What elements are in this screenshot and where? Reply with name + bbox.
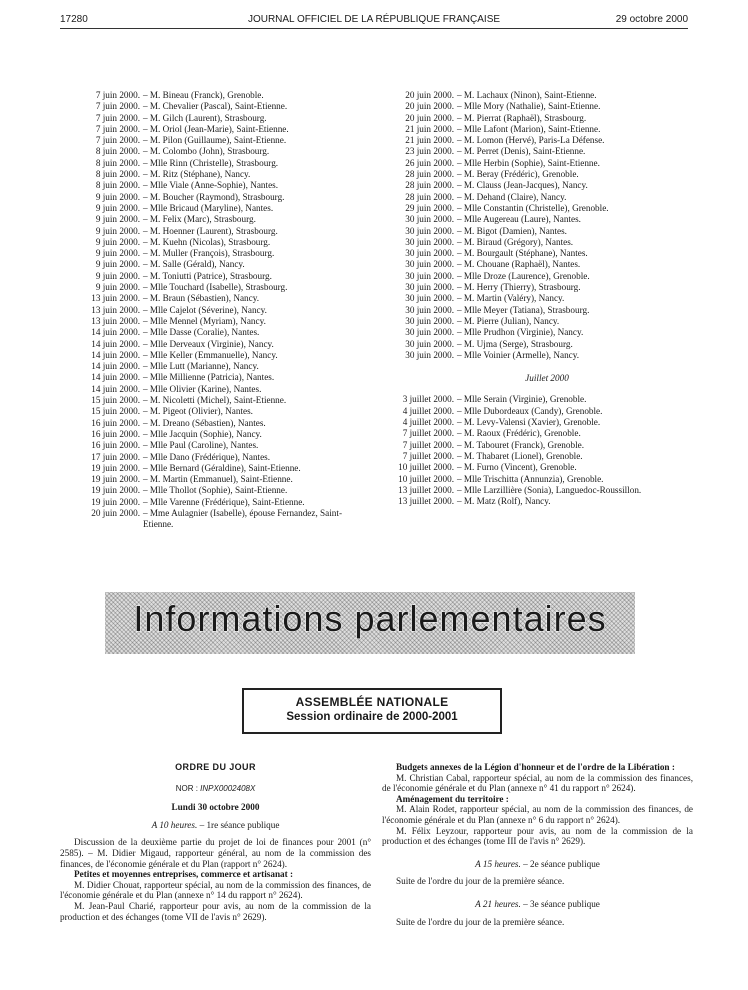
entry-date: 15 juin 2000. — [91, 406, 140, 417]
entry-name: – Mlle Bernard (Géraldine), Saint-Etienne. — [143, 462, 301, 473]
list-item — [60, 146, 370, 157]
entry-name: – M. Biraud (Grégory), Nantes. — [457, 236, 574, 247]
entry-date: 30 juin 2000. — [405, 304, 454, 315]
list-item — [60, 248, 370, 259]
list-item — [382, 440, 692, 451]
entry-name: – M. Martin (Emmanuel), Saint-Etienne. — [143, 474, 293, 485]
entry-date: 14 juin 2000. — [91, 349, 140, 360]
list-item — [60, 350, 370, 361]
entry-date: 28 juin 2000. — [405, 169, 454, 180]
sitting-3 — [382, 899, 693, 910]
entry-date: 9 juin 2000. — [95, 202, 140, 213]
entry-name: – Mlle Serain (Virginie), Grenoble. — [457, 394, 587, 405]
entry-date: 28 juin 2000. — [405, 191, 454, 202]
entry-date: 20 juin 2000. — [405, 101, 454, 112]
list-item — [382, 271, 692, 282]
entry-name: – M. Boucher (Raymond), Strasbourg. — [143, 191, 285, 202]
list-item — [382, 474, 692, 485]
entry-date: 17 juin 2000. — [91, 451, 140, 462]
entry-date: 19 juin 2000. — [91, 485, 140, 496]
sitting-2-label: – 2e séance publique — [520, 858, 600, 869]
list-item — [60, 271, 370, 282]
entry-date: 30 juin 2000. — [405, 225, 454, 236]
entry-date: 30 juin 2000. — [405, 315, 454, 326]
list-item — [60, 259, 370, 270]
entry-name: – M. Salle (Gérald), Nancy. — [143, 259, 245, 270]
entry-date: 21 juin 2000. — [405, 123, 454, 134]
entry-name: – M. Lachaux (Ninon), Saint-Etienne. — [457, 90, 597, 100]
list-item — [60, 361, 370, 372]
list-item — [382, 101, 692, 112]
list-item — [60, 339, 370, 350]
sitting-3-label: – 3e séance publique — [520, 898, 600, 909]
agenda-paragraph: M. Félix Leyzour, rapporteur pour avis, au nom de la commission de la production et des échanges (tome III de l'avis n° 2629). — [382, 825, 693, 847]
entry-date: 21 juin 2000. — [405, 135, 454, 146]
entry-date: 8 juin 2000. — [95, 146, 140, 157]
entry-date: 4 juillet 2000. — [402, 417, 454, 428]
appointments-list-left — [60, 90, 370, 531]
list-item — [382, 248, 692, 259]
banner-title: Informations parlementaires — [133, 598, 607, 639]
entry-name: – M. Braun (Sébastien), Nancy. — [143, 293, 260, 304]
list-item — [382, 192, 692, 203]
entry-name: – Mlle Keller (Emmanuelle), Nancy. — [143, 349, 278, 360]
entry-date: 30 juin 2000. — [405, 259, 454, 270]
list-item — [60, 180, 370, 191]
entry-date: 8 juin 2000. — [95, 180, 140, 191]
entry-name: – M. Pierrat (Raphaël), Strasbourg. — [457, 112, 587, 123]
entry-name: – M. Pigeot (Olivier), Nantes. — [143, 406, 253, 417]
entry-date: 30 juin 2000. — [405, 349, 454, 360]
entry-name: – Mlle Dano (Frédérique), Nantes. — [143, 451, 271, 462]
agenda-heading: ORDRE DU JOUR — [175, 762, 256, 772]
list-item — [382, 327, 692, 338]
list-item — [382, 462, 692, 473]
list-item — [382, 259, 692, 270]
page-number: 17280 — [60, 14, 88, 25]
list-item — [382, 316, 692, 327]
list-item — [382, 169, 692, 180]
entry-date: 30 juin 2000. — [405, 338, 454, 349]
entry-name: – Mlle Herbin (Sophie), Saint-Etienne. — [457, 157, 600, 168]
entry-name: – Mlle Derveaux (Virginie), Nancy. — [143, 338, 274, 349]
list-item — [382, 203, 692, 214]
entry-name: – Mlle Mennel (Myriam), Nancy. — [143, 315, 266, 326]
entry-name: – M. Toniutti (Patrice), Strasbourg. — [143, 270, 272, 281]
entry-date: 30 juin 2000. — [405, 248, 454, 259]
entry-date: 9 juin 2000. — [95, 236, 140, 247]
list-item — [382, 237, 692, 248]
entry-name: – Mlle Viale (Anne-Sophie), Nantes. — [143, 180, 279, 191]
list-item — [382, 496, 692, 507]
entry-date: 9 juin 2000. — [95, 270, 140, 281]
entry-date: 16 juin 2000. — [91, 440, 140, 451]
entry-date: 16 juin 2000. — [91, 428, 140, 439]
list-item — [60, 497, 370, 508]
agenda-paragraph: M. Christian Cabal, rapporteur spécial, au nom de la commission des finances, de l'économie générale et du Plan (annexe n° 41 du rapport n° 2624). — [382, 772, 693, 794]
list-item — [60, 508, 370, 531]
entry-date: 19 juin 2000. — [91, 474, 140, 485]
nor-code: INPX0002408X — [200, 783, 256, 793]
assembly-title: ASSEMBLÉE NATIONALE — [295, 695, 449, 709]
list-item — [60, 158, 370, 169]
july-heading: Juillet 2000 — [525, 373, 569, 384]
entry-date: 7 juillet 2000. — [402, 450, 454, 461]
entry-date: 7 juin 2000. — [95, 123, 140, 134]
agenda-paragraph: Discussion de la deuxième partie du projet de loi de finances pour 2001 (n° 2585). – M. Didier Migaud, rapporteur général, au nom de la commission des finances, de l'économie générale et du Plan (rapport n° 2624). — [60, 837, 371, 869]
list-item — [60, 101, 370, 112]
list-item — [382, 135, 692, 146]
entry-name: – Mlle Varenne (Frédérique), Saint-Etienne. — [143, 496, 305, 507]
list-item — [60, 372, 370, 383]
entry-name: – Mlle Constantin (Christelle), Grenoble. — [457, 202, 609, 213]
agenda-day: Lundi 30 octobre 2000 — [171, 802, 260, 813]
sitting-2 — [382, 859, 693, 870]
list-item — [382, 451, 692, 462]
entry-name: – M. Felix (Marc), Strasbourg. — [143, 214, 256, 225]
entry-date: 9 juin 2000. — [95, 259, 140, 270]
entry-name: – M. Clauss (Jean-Jacques), Nancy. — [457, 180, 588, 191]
list-item — [382, 293, 692, 304]
list-item — [60, 440, 370, 451]
entry-date: 10 juillet 2000. — [398, 473, 454, 484]
list-item — [382, 226, 692, 237]
list-item — [382, 394, 692, 405]
entry-name: – M. Perret (Denis), Saint-Etienne. — [457, 146, 586, 157]
list-item — [60, 124, 370, 135]
entry-date: 13 juillet 2000. — [398, 484, 454, 495]
entry-date: 30 juin 2000. — [405, 270, 454, 281]
entry-name: – M. Pilon (Guillaume), Saint-Etienne. — [143, 135, 287, 146]
list-item — [382, 180, 692, 191]
list-item — [60, 327, 370, 338]
list-item — [60, 293, 370, 304]
entry-date: 10 juillet 2000. — [398, 462, 454, 473]
entry-name: – M. Lomon (Hervé), Paris-La Défense. — [457, 135, 605, 146]
entry-name: – M. Thabaret (Lionel), Grenoble. — [457, 450, 583, 461]
agenda-paragraph: M. Jean-Paul Charié, rapporteur pour avis, au nom de la commission de la production et des échanges (tome VII de l'avis n° 2629). — [60, 900, 371, 922]
entry-name: – M. Kuehn (Nicolas), Strasbourg. — [143, 236, 271, 247]
list-item — [60, 203, 370, 214]
entry-date: 4 juillet 2000. — [402, 405, 454, 416]
list-item — [60, 452, 370, 463]
entry-name: – M. Tabouret (Franck), Grenoble. — [457, 439, 585, 450]
entry-name: – M. Gilch (Laurent), Strasbourg. — [143, 112, 267, 123]
list-item — [382, 428, 692, 439]
journal-title: JOURNAL OFFICIEL DE LA RÉPUBLIQUE FRANÇAISE — [247, 14, 501, 25]
entry-name: – Mlle Olivier (Karine), Nantes. — [143, 383, 262, 394]
entry-date: 9 juin 2000. — [95, 225, 140, 236]
entry-date: 14 juin 2000. — [91, 372, 140, 383]
entry-name: – Mlle Meyer (Tatiana), Strasbourg. — [457, 304, 590, 315]
list-item — [60, 169, 370, 180]
entry-date: 7 juillet 2000. — [402, 439, 454, 450]
entry-name: – M. Martin (Valéry), Nancy. — [457, 293, 565, 304]
agenda-left-column — [60, 762, 371, 922]
list-item — [60, 214, 370, 225]
entry-name: – Mlle Prudhon (Virginie), Nancy. — [457, 327, 584, 338]
agenda-paragraph: M. Didier Chouat, rapporteur spécial, au nom de la commission des finances, de l'économie générale et du Plan (annexe n° 14 du rapport n° 2624). — [60, 879, 371, 901]
entry-name: – Mlle Trischitta (Annunzia), Grenoble. — [457, 473, 604, 484]
entry-name: – M. Ujma (Serge), Strasbourg. — [457, 338, 573, 349]
entry-date: 30 juin 2000. — [405, 293, 454, 304]
list-item — [60, 135, 370, 146]
entry-date: 9 juin 2000. — [95, 282, 140, 293]
entry-name: – M. Bineau (Franck), Grenoble. — [143, 90, 264, 100]
agenda-section-title: Budgets annexes de la Légion d'honneur et de l'ordre de la Libération : — [396, 762, 675, 772]
entry-date: 19 juin 2000. — [91, 496, 140, 507]
entry-date: 9 juin 2000. — [95, 214, 140, 225]
entry-date: 8 juin 2000. — [95, 169, 140, 180]
assembly-box — [242, 688, 502, 734]
entry-name: – Mlle Lafont (Marion), Saint-Etienne. — [457, 123, 601, 134]
list-item — [382, 485, 692, 496]
entry-date: 30 juin 2000. — [405, 282, 454, 293]
entry-date: 20 juin 2000. — [405, 90, 454, 100]
entry-date: 3 juillet 2000. — [402, 394, 454, 405]
nor-reference — [60, 784, 371, 795]
entry-name: – M. Ritz (Stéphane), Nancy. — [143, 169, 251, 180]
agenda-section-title: Petites et moyennes entreprises, commerce et artisanat : — [74, 869, 294, 880]
entry-date: 20 juin 2000. — [405, 112, 454, 123]
list-item — [60, 192, 370, 203]
entry-name: – Mlle Touchard (Isabelle), Strasbourg. — [143, 282, 288, 293]
entry-date: 14 juin 2000. — [91, 327, 140, 338]
entry-name: – Mlle Thollot (Sophie), Saint-Etienne. — [143, 485, 288, 496]
list-item — [60, 485, 370, 496]
entry-date: 13 juin 2000. — [91, 304, 140, 315]
entry-name: – M. Nicoletti (Michel), Saint-Etienne. — [143, 395, 287, 406]
entry-name: – M. Pierre (Julian), Nancy. — [457, 315, 560, 326]
entry-name: – Mlle Paul (Caroline), Nantes. — [143, 440, 259, 451]
appointments-list-right — [382, 90, 692, 507]
entry-date: 14 juin 2000. — [91, 383, 140, 394]
sitting-3-time: A 21 heures. — [475, 898, 521, 909]
list-item — [60, 406, 370, 417]
entry-name: – Mlle Jacquin (Sophie), Nancy. — [143, 428, 262, 439]
entry-date: 7 juin 2000. — [95, 90, 140, 100]
list-item — [382, 339, 692, 350]
entry-date: 30 juin 2000. — [405, 236, 454, 247]
list-item — [382, 305, 692, 316]
sitting-1-time: A 10 heures. — [151, 819, 198, 830]
entry-name: – Mme Aulagnier (Isabelle), épouse Fernandez, Saint-Etienne. — [143, 507, 342, 530]
entry-name: – Mlle Bricaud (Maryline), Nantes. — [143, 202, 274, 213]
entry-date: 13 juillet 2000. — [398, 496, 454, 507]
entry-name: – M. Matz (Rolf), Nancy. — [457, 496, 551, 507]
entry-name: – M. Dehand (Claire), Nancy. — [457, 191, 567, 202]
entry-date: 7 juin 2000. — [95, 101, 140, 112]
entry-name: – Mlle Dasse (Coralie), Nantes. — [143, 327, 260, 338]
june-list — [382, 90, 692, 361]
agenda-paragraph: M. Alain Rodet, rapporteur spécial, au nom de la commission des finances, de l'économie générale et du Plan (annexe n° 6 du rapport n° 2624). — [382, 804, 693, 825]
session-title: Session ordinaire de 2000-2001 — [286, 711, 458, 723]
entry-date: 7 juin 2000. — [95, 112, 140, 123]
list-item — [382, 350, 692, 361]
list-item — [60, 463, 370, 474]
sitting-1-label: – 1re séance publique — [197, 819, 280, 830]
list-item — [382, 406, 692, 417]
entry-name: – Mlle Millienne (Patricia), Nantes. — [143, 372, 275, 383]
entry-date: 30 juin 2000. — [405, 214, 454, 225]
list-item — [382, 113, 692, 124]
entry-date: 16 juin 2000. — [91, 417, 140, 428]
entry-name: – M. Raoux (Frédéric), Grenoble. — [457, 428, 581, 439]
entry-date: 7 juillet 2000. — [402, 428, 454, 439]
entry-date: 26 juin 2000. — [405, 157, 454, 168]
list-item — [60, 305, 370, 316]
list-item — [60, 384, 370, 395]
entry-name: – M. Herry (Thierry), Strasbourg. — [457, 282, 581, 293]
entry-date: 7 juin 2000. — [95, 135, 140, 146]
entry-name: – Mlle Larzillière (Sonia), Languedoc-Roussillon. — [457, 484, 642, 495]
july-list — [382, 394, 692, 507]
list-item — [60, 90, 370, 101]
entry-date: 19 juin 2000. — [91, 462, 140, 473]
list-item — [382, 124, 692, 135]
entry-name: – Mlle Droze (Laurence), Grenoble. — [457, 270, 590, 281]
sitting-1 — [60, 820, 371, 831]
entry-name: – M. Dreano (Sébastien), Nantes. — [143, 417, 266, 428]
entry-name: – Mlle Dubordeaux (Candy), Grenoble. — [457, 405, 603, 416]
issue-date: 29 octobre 2000 — [615, 14, 688, 25]
entry-name: – M. Levy-Valensi (Xavier), Grenoble. — [457, 417, 601, 428]
list-item — [60, 113, 370, 124]
entry-date: 15 juin 2000. — [91, 395, 140, 406]
entry-name: – M. Furno (Vincent), Grenoble. — [457, 462, 577, 473]
list-item — [60, 418, 370, 429]
agenda-right-column — [382, 762, 693, 927]
entry-name: – Mlle Cajelot (Séverine), Nancy. — [143, 304, 267, 315]
sitting-3-text: Suite de l'ordre du jour de la première séance. — [396, 916, 565, 927]
entry-date: 20 juin 2000. — [91, 507, 140, 518]
entry-date: 28 juin 2000. — [405, 180, 454, 191]
entry-date: 14 juin 2000. — [91, 338, 140, 349]
entry-name: – M. Bourgault (Stéphane), Nantes. — [457, 248, 588, 259]
entry-date: 13 juin 2000. — [91, 315, 140, 326]
entry-date: 9 juin 2000. — [95, 248, 140, 259]
entry-name: – Mlle Rinn (Christelle), Strasbourg. — [143, 157, 279, 168]
entry-name: – Mlle Lutt (Marianne), Nancy. — [143, 361, 259, 372]
entry-date: 8 juin 2000. — [95, 157, 140, 168]
list-item — [60, 316, 370, 327]
list-item — [382, 90, 692, 101]
list-item — [382, 214, 692, 225]
entry-name: – Mlle Voinier (Armelle), Nancy. — [457, 349, 580, 360]
list-item — [60, 474, 370, 485]
entry-name: – M. Chevalier (Pascal), Saint-Etienne. — [143, 101, 288, 112]
sitting-2-time: A 15 heures. — [475, 858, 521, 869]
entry-name: – Mlle Mory (Nathalie), Saint-Etienne. — [457, 101, 601, 112]
entry-date: 23 juin 2000. — [405, 146, 454, 157]
entry-name: – M. Beray (Frédéric), Grenoble. — [457, 169, 579, 180]
entry-name: – M. Muller (François), Strasbourg. — [143, 248, 275, 259]
nor-label: NOR : — [175, 783, 198, 793]
entry-name: – M. Bigot (Damien), Nantes. — [457, 225, 567, 236]
entry-name: – Mlle Augereau (Laure), Nantes. — [457, 214, 581, 225]
entry-date: 14 juin 2000. — [91, 361, 140, 372]
page-header — [60, 14, 688, 28]
entry-name: – M. Hoenner (Laurent), Strasbourg. — [143, 225, 278, 236]
entry-date: 13 juin 2000. — [91, 293, 140, 304]
list-item — [382, 158, 692, 169]
section-banner — [105, 592, 635, 654]
sitting-2-text: Suite de l'ordre du jour de la première séance. — [396, 876, 565, 887]
list-item — [382, 282, 692, 293]
list-item — [382, 417, 692, 428]
list-item — [60, 237, 370, 248]
entry-name: – M. Chouane (Raphaël), Nantes. — [457, 259, 581, 270]
entry-name: – M. Oriol (Jean-Marie), Saint-Etienne. — [143, 123, 289, 134]
list-item — [60, 226, 370, 237]
list-item — [60, 282, 370, 293]
list-item — [60, 395, 370, 406]
agenda-section-title: Aménagement du territoire : — [396, 793, 509, 804]
entry-name: – M. Colombo (John), Strasbourg. — [143, 146, 270, 157]
list-item — [382, 146, 692, 157]
header-rule — [60, 28, 688, 29]
entry-date: 9 juin 2000. — [95, 191, 140, 202]
entry-date: 29 juin 2000. — [405, 202, 454, 213]
list-item — [60, 429, 370, 440]
entry-date: 30 juin 2000. — [405, 327, 454, 338]
